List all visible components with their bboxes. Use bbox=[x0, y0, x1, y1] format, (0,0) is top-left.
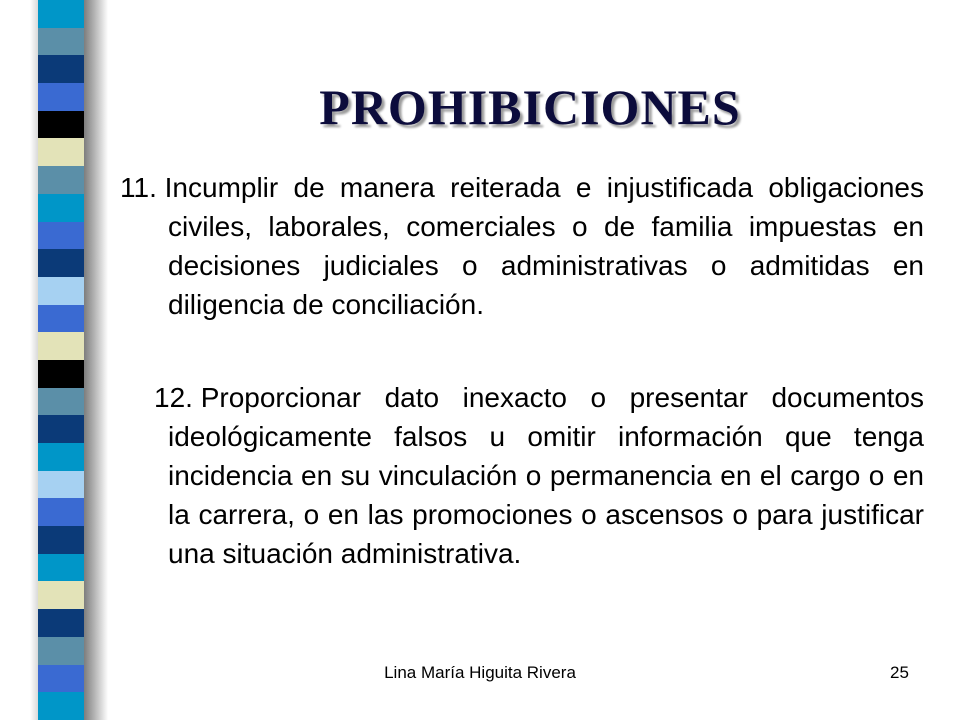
footer-author: Lina María Higuita Rivera bbox=[384, 663, 576, 682]
stripe-segment bbox=[38, 166, 84, 194]
stripe-segment bbox=[38, 360, 84, 388]
stripe-segment bbox=[38, 111, 84, 139]
stripe-segment bbox=[38, 305, 84, 333]
item-number: 12. bbox=[154, 382, 193, 413]
prohibition-item-12 bbox=[120, 378, 924, 573]
item-text: Incumplir de manera reiterada e injustificada obligaciones civiles, laborales, comerciales o de familia impuestas en decisiones judiciales o administrativas o admitidas en diligencia de conciliación. bbox=[164, 172, 924, 320]
prohibition-item-11 bbox=[120, 168, 924, 324]
stripe-segment bbox=[38, 554, 84, 582]
decorative-stripe-bar bbox=[38, 0, 84, 720]
stripe-segment bbox=[38, 0, 84, 28]
stripe-segment bbox=[38, 332, 84, 360]
stripe-segment bbox=[38, 498, 84, 526]
stripe-segment bbox=[38, 388, 84, 416]
stripe-segment bbox=[38, 637, 84, 665]
stripe-segment bbox=[38, 194, 84, 222]
stripe-segment bbox=[38, 55, 84, 83]
stripe-bar-shadow bbox=[84, 0, 108, 720]
stripe-segment bbox=[38, 581, 84, 609]
stripe-segment bbox=[38, 249, 84, 277]
stripe-segment bbox=[38, 443, 84, 471]
stripe-bar-left-shadow bbox=[30, 0, 38, 720]
stripe-segment bbox=[38, 83, 84, 111]
stripe-segment bbox=[38, 277, 84, 305]
stripe-segment bbox=[38, 138, 84, 166]
stripe-segment bbox=[38, 28, 84, 56]
footer-page-number: 25 bbox=[890, 663, 909, 682]
slide-title: PROHIBICIONES bbox=[319, 79, 741, 135]
stripe-segment bbox=[38, 692, 84, 720]
item-text: Proporcionar dato inexacto o presentar documentos ideológicamente falsos u omitir información que tenga incidencia en su vinculación o permanencia en el cargo o en la carrera, o en las promociones o ascensos o para justificar una situación administrativa. bbox=[168, 382, 924, 569]
item-number: 11. bbox=[120, 172, 157, 203]
stripe-segment bbox=[38, 222, 84, 250]
stripe-segment bbox=[38, 471, 84, 499]
stripe-segment bbox=[38, 526, 84, 554]
stripe-segment bbox=[38, 415, 84, 443]
stripe-segment bbox=[38, 609, 84, 637]
